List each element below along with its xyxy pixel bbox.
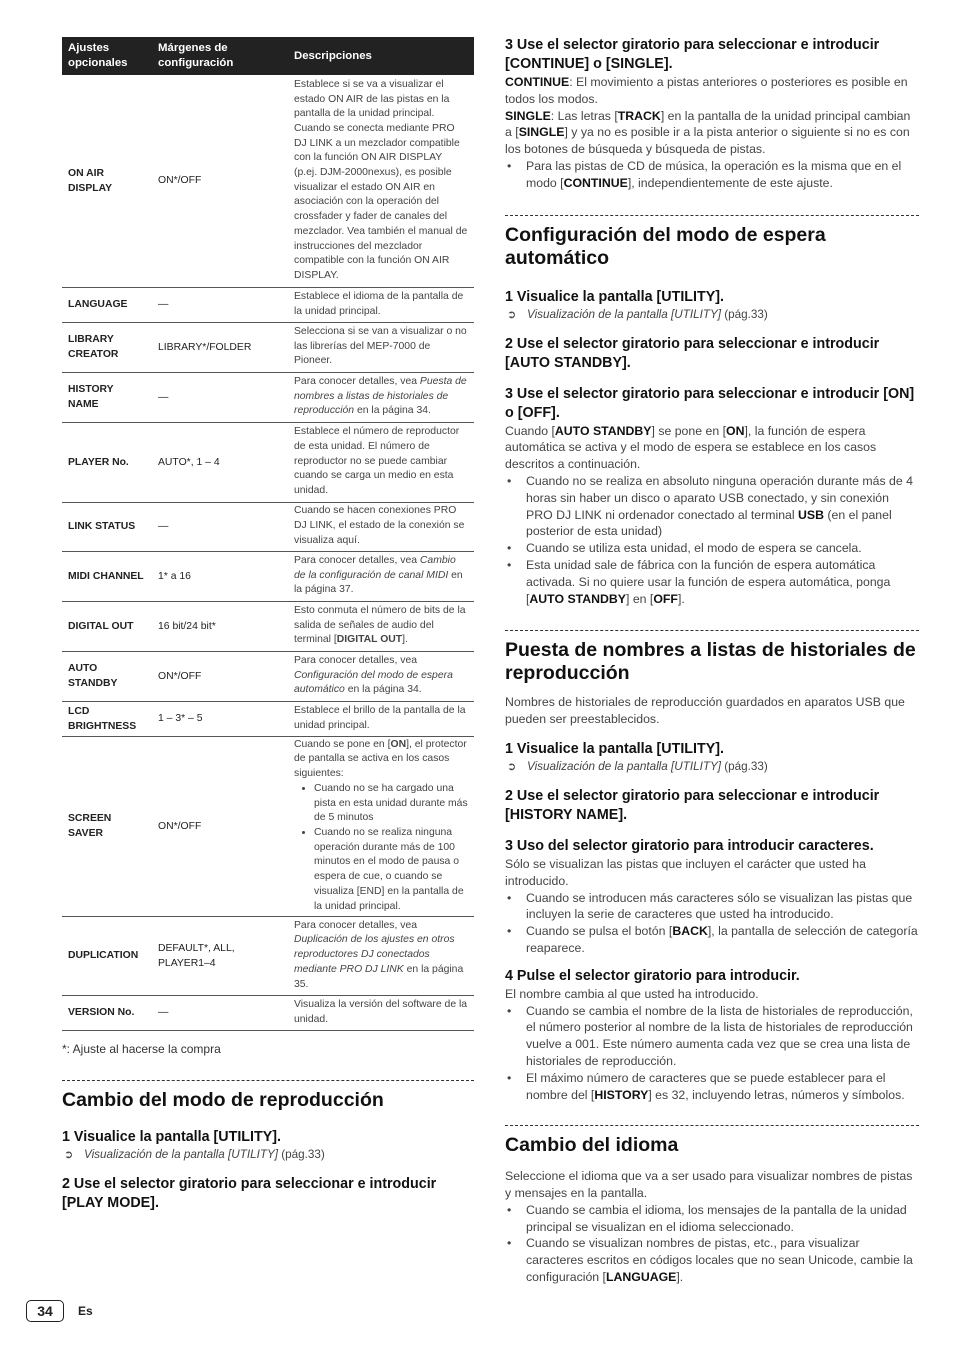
arrow-right-icon: ➲ xyxy=(507,308,517,321)
setting-name: VERSION No. xyxy=(62,995,152,1030)
setting-desc xyxy=(288,736,474,916)
table-row xyxy=(62,422,474,502)
setting-name: DIGITAL OUT xyxy=(62,601,152,651)
setting-range: — xyxy=(152,287,288,322)
step-heading: 3 Use el selector giratorio para seleccionar e introducir [ON] o [OFF]. xyxy=(505,385,915,421)
setting-name: LANGUAGE xyxy=(62,287,152,322)
desc-crossref: Configuración del modo de espera automático xyxy=(294,669,453,696)
section-divider xyxy=(62,1080,474,1081)
text-span: Cuando se pulsa el botón [ xyxy=(526,924,673,939)
body-text xyxy=(505,423,919,473)
page-language: Es xyxy=(78,1304,93,1318)
table-row xyxy=(62,651,474,701)
list-item xyxy=(505,473,919,540)
header-margenes: Márgenes de configuración xyxy=(152,37,288,75)
list-item xyxy=(505,158,919,192)
section-divider xyxy=(505,215,919,216)
setting-range: ON*/OFF xyxy=(152,75,288,287)
setting-name: ON AIR DISPLAY xyxy=(62,75,152,287)
setting-range: — xyxy=(152,372,288,422)
bullet-list xyxy=(505,890,919,957)
arrow-right-icon: ➲ xyxy=(64,1148,74,1161)
text-span: Esta unidad sale de fábrica con la función de espera automática activada. Si no quiere usar la función de espera automática, ponga [ xyxy=(526,557,891,606)
setting-name: LINK STATUS xyxy=(62,502,152,551)
header-ajustes: Ajustes opcionales xyxy=(62,37,152,75)
ref-link: Visualización de la pantalla [UTILITY] xyxy=(527,307,722,321)
body-text xyxy=(505,108,919,158)
section-title-play-mode: Cambio del modo de reproducción xyxy=(62,1088,384,1111)
desc-text: ]. xyxy=(402,634,408,646)
step-heading: 2 Use el selector giratorio para seleccionar e introducir [HISTORY NAME]. xyxy=(505,787,880,823)
setting-range: DEFAULT*, ALL, PLAYER1–4 xyxy=(152,916,288,995)
bullet-list xyxy=(505,158,919,192)
list-item: • Cuando se introducen más caracteres sólo se visualizan las pistas que incluyen la serie de caracteres que usted ha introducido. xyxy=(505,890,919,924)
setting-range: ON*/OFF xyxy=(152,736,288,916)
table-row xyxy=(62,322,474,372)
step-heading: 1 Visualice la pantalla [UTILITY]. xyxy=(505,288,725,305)
section-divider xyxy=(505,630,919,631)
section-divider xyxy=(505,1125,919,1126)
text-span: Cuando se visualizan nombres de pistas, etc., para visualizar caracteres escritos en códigos locales que no sean Unicode, cambie la configuración [ xyxy=(526,1236,913,1285)
text-span: Cuando no se realiza en absoluto ninguna operación durante más de 4 horas sin haber un disco o aparato USB conectado, y sin conexión PRO DJ LINK ni ordenador conectado al terminal xyxy=(526,473,913,522)
setting-name: HISTORY NAME xyxy=(62,372,152,422)
desc-bullets xyxy=(294,782,468,914)
right-column xyxy=(505,36,919,1286)
setting-range: ON*/OFF xyxy=(152,651,288,701)
body-text: El nombre cambia al que usted ha introducido. xyxy=(505,986,759,1001)
text-span: ] y ya no es posible ir a la pista anterior o siguiente si no es con los botones de búsqueda y búsqueda de pistas. xyxy=(505,125,910,157)
text-span: : El movimiento a pistas anteriores o posteriores es posible en todos los modos. xyxy=(505,75,908,106)
text-span: ] en la pantalla de la unidad principal cambian a [ xyxy=(505,108,911,140)
setting-name: DUPLICATION xyxy=(62,916,152,995)
term-bold: SINGLE xyxy=(518,125,565,140)
table-footnote: *: Ajuste al hacerse la compra xyxy=(62,1041,221,1056)
text-span: (en el panel posterior de esta unidad) xyxy=(526,507,892,539)
text-span: ], la pantalla de selección de categoría reaparece. xyxy=(526,924,918,955)
term-bold: USB xyxy=(798,507,825,522)
list-item xyxy=(505,1070,919,1104)
text-span: Para las pistas de CD de música, la operación es la misma que en el modo [ xyxy=(526,158,902,190)
setting-range: 1* a 16 xyxy=(152,551,288,601)
text-span: El máximo número de caracteres que se puede establecer para el nombre del [ xyxy=(526,1070,886,1102)
setting-range: AUTO*, 1 – 4 xyxy=(152,422,288,502)
text-span: ]. xyxy=(676,1270,684,1285)
body-text: Seleccione el idioma que va a ser usado para visualizar nombres de pistas y mensajes en la pantalla. xyxy=(505,1169,913,1201)
setting-desc xyxy=(288,916,474,995)
setting-desc xyxy=(288,551,474,601)
text-span: Cuando [ xyxy=(505,423,555,438)
table-row xyxy=(62,551,474,601)
setting-desc: Selecciona si se van a visualizar o no las librerías del MEP-7000 de Pioneer. xyxy=(288,322,474,372)
setting-desc: Establece si se va a visualizar el estado ON AIR de las pistas en la pantalla de la unidad principal. Cuando se conecta mediante PRO DJ LINK a un mezclador compatible con la función ON AIR DISPLAY (p.ej. DJM-2000nexus), es posible visualizar el estado ON AIR en asociación con la operación del crossfader y fader de canales del mezclador. Vea también el manual de instrucciones del mezclador compatible con la función ON AIR DISPLAY. xyxy=(288,75,474,287)
setting-desc: Establece el número de reproductor de esta unidad. El número de reproductor no se puede cambiar cuando se carga un medio en esta unidad. xyxy=(288,422,474,502)
table-row xyxy=(62,601,474,651)
term-bold: ON xyxy=(726,423,745,438)
setting-desc xyxy=(288,372,474,422)
options-table xyxy=(62,37,474,1031)
desc-text: Para conocer detalles, vea xyxy=(294,919,418,931)
desc-bold: DIGITAL OUT xyxy=(336,634,403,646)
page-number: 34 xyxy=(26,1300,64,1322)
desc-text: Esto conmuta el número de bits de la salida de señales de audio del terminal [ xyxy=(294,604,466,646)
cross-reference xyxy=(505,307,919,323)
desc-text: ], el protector de pantalla se activa en los casos siguientes: xyxy=(294,738,467,780)
body-text: Sólo se visualizan las pistas que incluyen el carácter que usted ha introducido. xyxy=(505,856,866,888)
section-title-language: Cambio del idioma xyxy=(505,1134,679,1157)
step-heading: 2 Use el selector giratorio para seleccionar e introducir [AUTO STANDBY]. xyxy=(505,335,880,371)
desc-crossref: Duplicación de los ajustes en otros reproductores DJ conectados mediante PRO DJ LINK xyxy=(294,934,455,975)
text-span: : Las letras [ xyxy=(550,108,618,123)
desc-text: Para conocer detalles, vea xyxy=(294,375,420,387)
list-item xyxy=(505,1235,919,1285)
list-item: • Cuando no se ha cargado una pista en esta unidad durante más de 5 minutos xyxy=(314,782,468,826)
setting-desc xyxy=(288,651,474,701)
ref-link: Visualización de la pantalla [UTILITY] xyxy=(84,1147,279,1161)
arrow-right-icon: ➲ xyxy=(507,760,517,773)
setting-range: — xyxy=(152,995,288,1030)
desc-crossref: Cambio de la configuración de canal MIDI xyxy=(294,554,456,581)
body-text xyxy=(505,74,919,108)
setting-name: MIDI CHANNEL xyxy=(62,551,152,601)
setting-name: AUTO STANDBY xyxy=(62,651,152,701)
bullet-list xyxy=(505,473,919,607)
list-item: • Cuando se cambia el nombre de la lista de historiales de reproducción, el número posterior al nombre de la lista de historiales de reproducción vuelve a 001. Este número aumenta cada vez que se crea una lista de historiales de reproducción. xyxy=(505,1003,919,1070)
desc-bold: ON xyxy=(390,738,407,750)
term-bold: CONTINUE xyxy=(563,175,628,190)
term-bold: LANGUAGE xyxy=(605,1270,677,1285)
term-bold: OFF xyxy=(653,591,678,606)
table-row xyxy=(62,287,474,322)
cross-reference xyxy=(505,759,919,775)
step-heading: 3 Uso del selector giratorio para introducir caracteres. xyxy=(505,837,874,854)
table-row xyxy=(62,701,474,736)
table-row xyxy=(62,502,474,551)
table-row xyxy=(62,916,474,995)
setting-desc: Visualiza la versión del software de la unidad. xyxy=(288,995,474,1030)
setting-desc: Establece el brillo de la pantalla de la unidad principal. xyxy=(288,701,474,736)
desc-text: Para conocer detalles, vea xyxy=(294,554,420,566)
bullet-list xyxy=(505,1202,919,1286)
list-item xyxy=(505,923,919,957)
step-heading: 3 Use el selector giratorio para seleccionar e introducir [CONTINUE] o [SINGLE]. xyxy=(505,37,880,72)
setting-name: LIBRARY CREATOR xyxy=(62,322,152,372)
list-item: • Cuando no se realiza ninguna operación durante más de 100 minutos en el modo de pausa o espera de cue, o cuando se visualiza [END] en la pantalla de la unidad principal. xyxy=(314,826,468,914)
ref-page: (pág.33) xyxy=(721,307,768,321)
term-bold: CONTINUE xyxy=(505,75,570,89)
table-row xyxy=(62,736,474,916)
term-bold: AUTO STANDBY xyxy=(529,591,626,606)
list-item: • Cuando se utiliza esta unidad, el modo de espera se cancela. xyxy=(505,540,919,557)
setting-range: — xyxy=(152,502,288,551)
text-span: ] en [ xyxy=(625,591,654,606)
text-span: ], la función de espera automática se activa y el modo de espera se establece en los casos descritos a continuación. xyxy=(505,423,877,472)
setting-name: PLAYER No. xyxy=(62,422,152,502)
setting-name: SCREEN SAVER xyxy=(62,736,152,916)
step-heading: 2 Use el selector giratorio para seleccionar e introducir [PLAY MODE]. xyxy=(62,1175,437,1211)
text-span: ] se pone en [ xyxy=(651,423,727,438)
desc-crossref: Puesta de nombres a listas de historiales de reproducción xyxy=(294,375,467,417)
section-title-auto-standby: Configuración del modo de espera automático xyxy=(505,223,826,269)
term-bold: BACK xyxy=(672,924,708,939)
desc-text: en la página 35. xyxy=(294,963,464,990)
ref-page: (pág.33) xyxy=(721,759,768,773)
body-text: Nombres de historiales de reproducción guardados en aparatos USB que pueden ser preestablecidos. xyxy=(505,695,905,727)
bullet-list xyxy=(505,1003,919,1104)
text-span: ], independientemente de este ajuste. xyxy=(627,175,833,190)
header-descripciones: Descripciones xyxy=(288,37,474,75)
left-column xyxy=(62,37,474,1213)
term-bold: SINGLE xyxy=(505,108,551,123)
term-bold: AUTO STANDBY xyxy=(554,423,652,438)
text-span: ] es 32, incluyendo letras, números y símbolos. xyxy=(648,1087,905,1102)
list-item xyxy=(505,557,919,607)
section-title-history-name: Puesta de nombres a listas de historiales de reproducción xyxy=(505,639,916,685)
desc-text: en la página 34. xyxy=(344,684,422,696)
desc-text: en la página 37. xyxy=(294,569,463,596)
ref-link: Visualización de la pantalla [UTILITY] xyxy=(527,759,722,773)
step-heading: 1 Visualice la pantalla [UTILITY]. xyxy=(505,740,725,757)
table-row xyxy=(62,995,474,1030)
term-bold: TRACK xyxy=(617,108,661,123)
setting-desc: Establece el idioma de la pantalla de la unidad principal. xyxy=(288,287,474,322)
setting-desc: Cuando se hacen conexiones PRO DJ LINK, el estado de la conexión se visualiza aquí. xyxy=(288,502,474,551)
cross-reference xyxy=(62,1147,474,1163)
setting-range: LIBRARY*/FOLDER xyxy=(152,322,288,372)
term-bold: HISTORY xyxy=(594,1087,649,1102)
desc-text: en la página 34. xyxy=(354,405,431,417)
setting-range: 16 bit/24 bit* xyxy=(152,601,288,651)
setting-name: LCD BRIGHTNESS xyxy=(62,701,152,736)
setting-range: 1 – 3* – 5 xyxy=(152,701,288,736)
step-heading: 4 Pulse el selector giratorio para introducir. xyxy=(505,967,800,984)
step-heading: 1 Visualice la pantalla [UTILITY]. xyxy=(62,1128,282,1145)
table-row xyxy=(62,372,474,422)
list-item: • Cuando se cambia el idioma, los mensajes de la pantalla de la unidad principal se visualizan en el idioma seleccionado. xyxy=(505,1202,919,1236)
table-header-row xyxy=(62,37,474,75)
desc-text: Para conocer detalles, vea xyxy=(294,654,418,666)
setting-desc xyxy=(288,601,474,651)
text-span: ]. xyxy=(677,591,685,606)
ref-page: (pág.33) xyxy=(278,1147,325,1161)
desc-text: Cuando se pone en [ xyxy=(294,738,391,750)
table-row xyxy=(62,75,474,287)
